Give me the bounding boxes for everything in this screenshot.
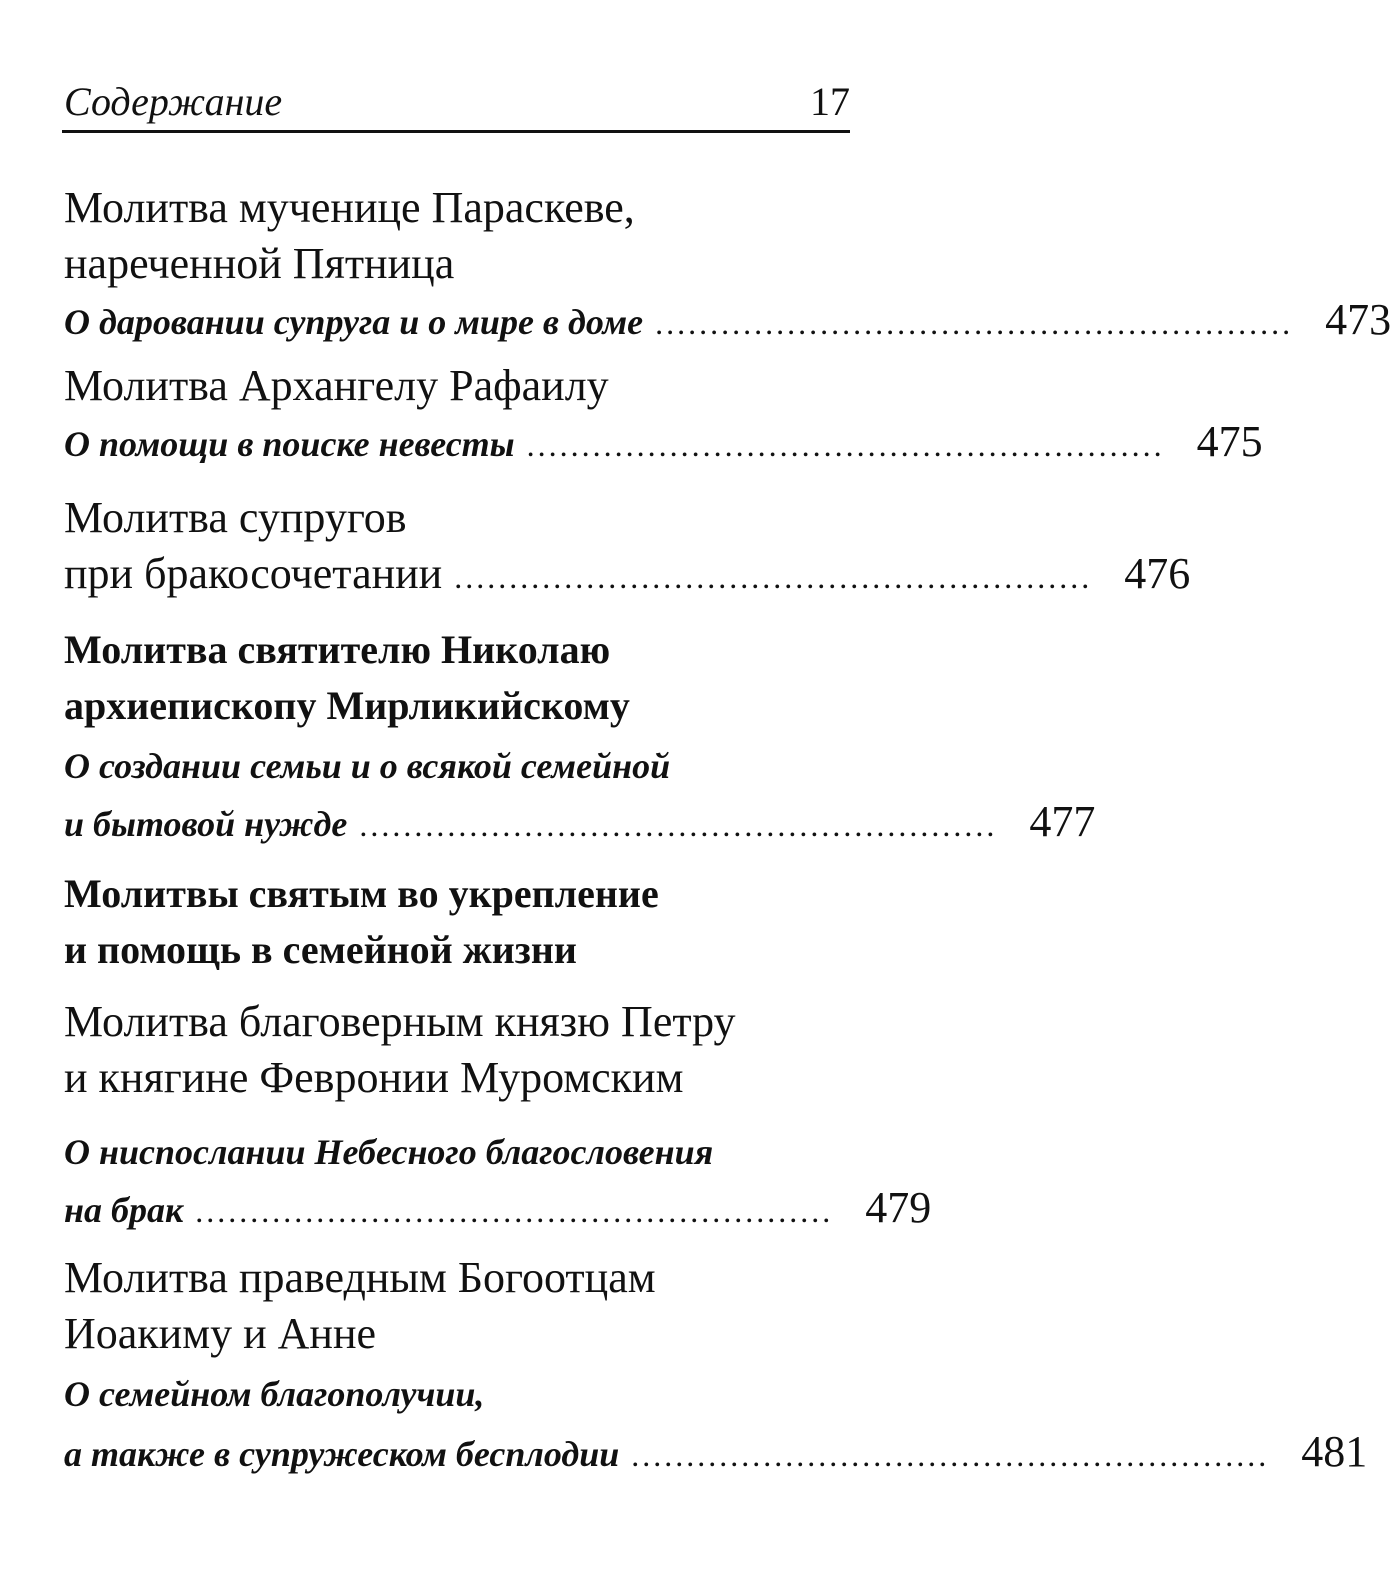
dot-leader: .......................................................... (195, 1193, 834, 1229)
toc-page-number: 479 (865, 1183, 932, 1232)
section-heading: и помощь в семейной жизни (64, 927, 577, 972)
toc-entry-subtitle: О даровании супруга и о мире в доме (64, 302, 644, 342)
toc-entry-row[interactable] (64, 1180, 932, 1236)
toc-entry-title[interactable]: нареченной Пятница (64, 239, 455, 288)
toc-entry-title[interactable]: Молитва Архангелу Рафаилу (64, 361, 609, 410)
toc-entry-subtitle: О помощи в поиске невесты (64, 424, 515, 464)
toc-entry-subtitle: на брак (64, 1190, 184, 1230)
toc-entry-subtitle: а также в супружеском бесплодии (64, 1434, 620, 1474)
dot-leader: .......................................................... (359, 807, 998, 843)
toc-entry-row[interactable] (64, 1424, 1368, 1480)
toc-entry-row[interactable] (64, 794, 1096, 850)
dot-leader: .......................................................... (631, 1437, 1270, 1473)
toc-entry-title[interactable]: Молитва благоверным князю Петру (64, 997, 736, 1046)
running-header (64, 78, 850, 134)
toc-entry-row[interactable] (64, 546, 1191, 602)
toc-entry-subtitle: О ниспослании Небесного благословения (64, 1132, 714, 1172)
toc-entry-title: при бракосочетании (64, 549, 443, 598)
toc-entry-subtitle: О семейном благополучии, (64, 1374, 485, 1414)
toc-entry-row[interactable] (64, 292, 1391, 348)
dot-leader: .......................................................... (526, 427, 1165, 463)
toc-page-number: 477 (1029, 797, 1096, 846)
toc-entry-title[interactable]: и княгине Февронии Муромским (64, 1053, 684, 1102)
toc-entry-title[interactable]: Молитва супругов (64, 493, 407, 542)
toc-entry-title[interactable]: Молитва праведным Богоотцам (64, 1253, 656, 1302)
section-heading: Молитвы святым во укрепление (64, 871, 659, 916)
toc-page-number: 475 (1196, 417, 1263, 466)
toc-page-number: 481 (1301, 1427, 1368, 1476)
toc-entry-title-bold[interactable]: Молитва святителю Николаю (64, 627, 611, 672)
dot-leader: .......................................................... (655, 305, 1294, 341)
toc-entry-title[interactable]: Молитва мученице Параскеве, (64, 183, 635, 232)
toc-page-number: 473 (1325, 295, 1391, 344)
toc-entry-row[interactable] (64, 414, 1263, 470)
header-title: Содержание (64, 79, 283, 124)
toc-page-number: 476 (1124, 549, 1191, 598)
toc-entry-subtitle: О создании семьи и о всякой семейной (64, 746, 671, 786)
dot-leader: .......................................................... (454, 559, 1093, 595)
header-page-number: 17 (810, 79, 850, 124)
header-rule (62, 130, 850, 133)
toc-entry-title[interactable]: Иоакиму и Анне (64, 1309, 377, 1358)
toc-entry-title-bold[interactable]: архиепископу Мирликийскому (64, 683, 630, 728)
toc-entry-subtitle: и бытовой нужде (64, 804, 348, 844)
